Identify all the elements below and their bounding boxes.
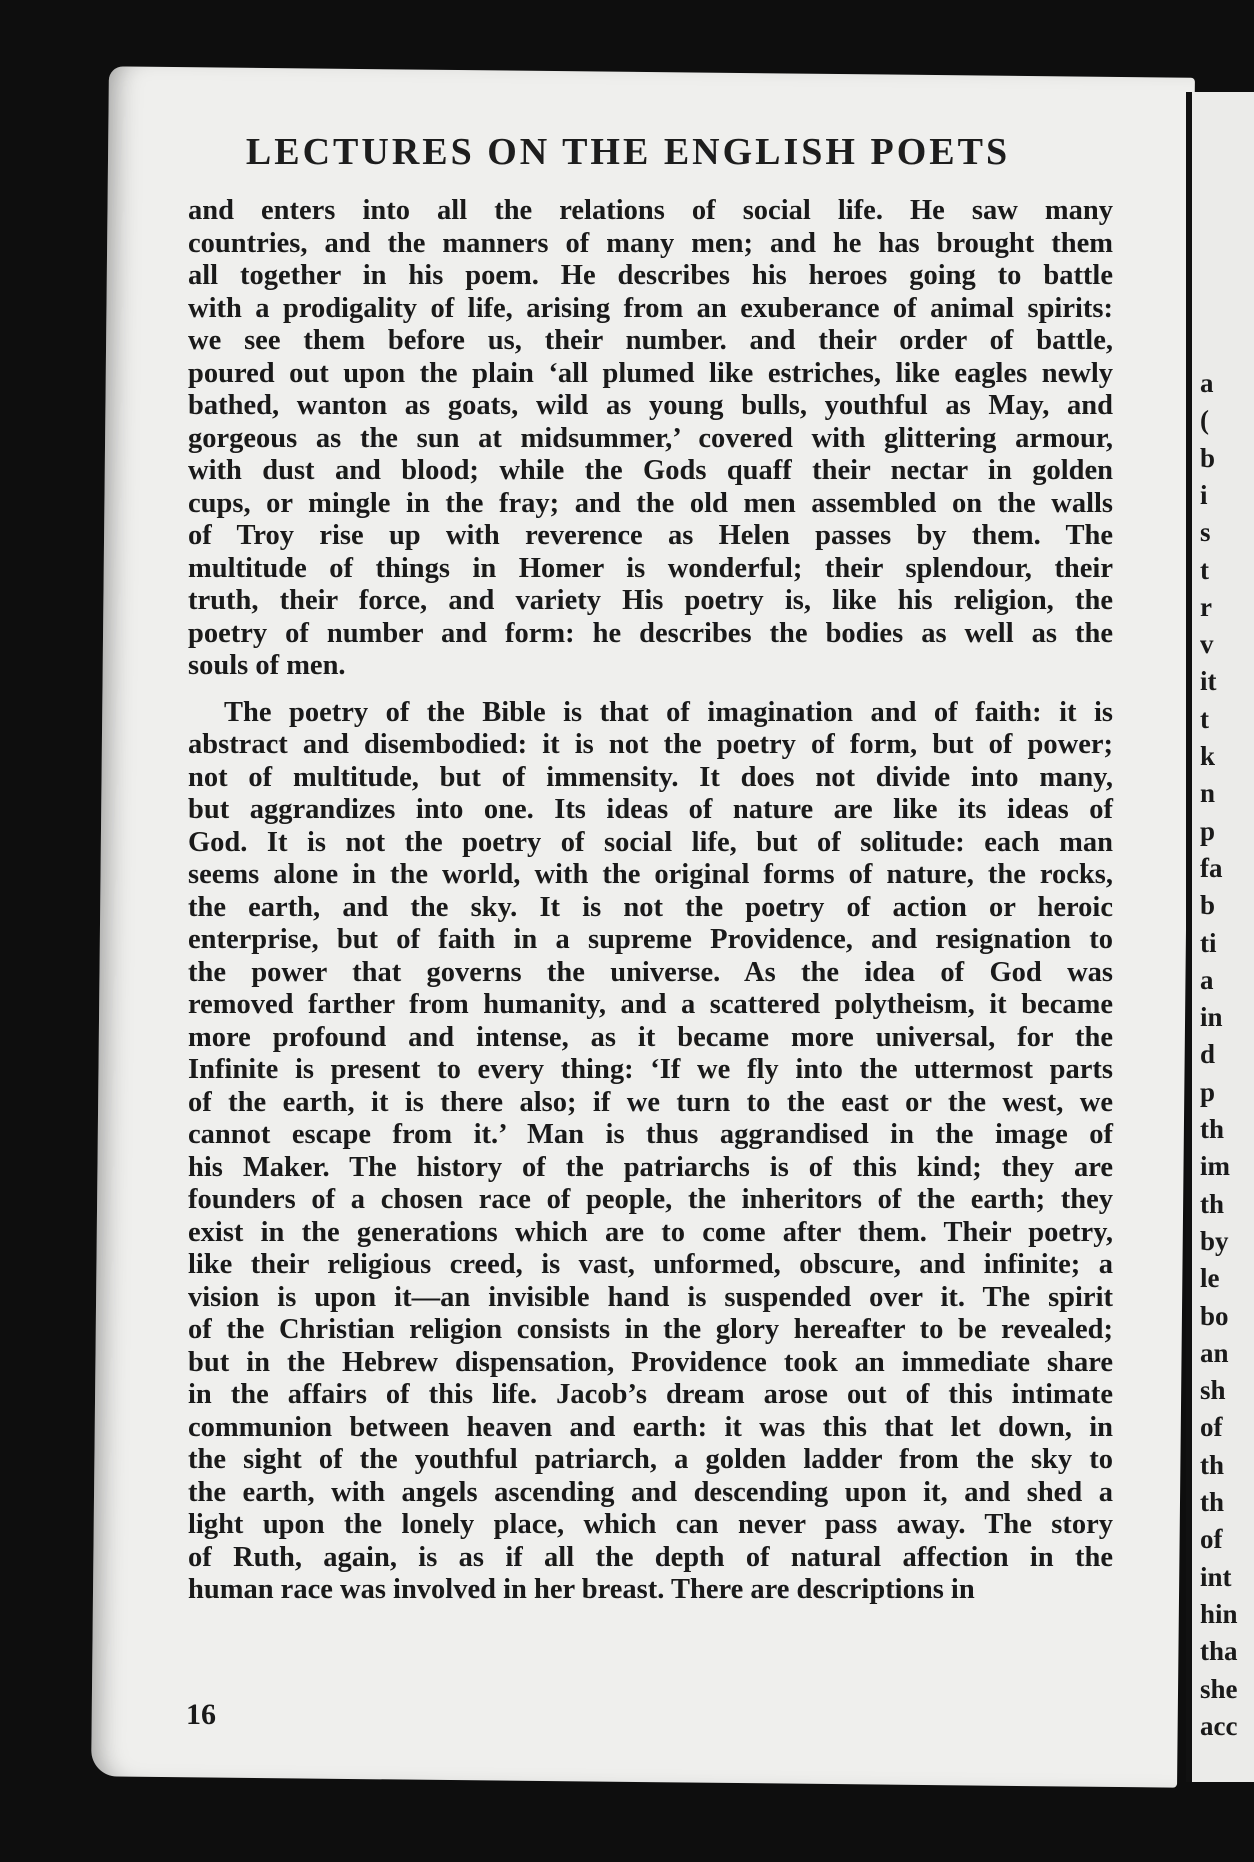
facing-page-fragment: a bbox=[1200, 368, 1214, 398]
text-line: and enters into all the relations of social life. He saw many bbox=[188, 195, 1113, 226]
paragraph-1 bbox=[188, 195, 1113, 683]
facing-page-fragment: t bbox=[1200, 554, 1209, 585]
text-line: gorgeous as the sun at midsummer,’ covered with glittering armour, bbox=[188, 422, 1113, 454]
page-number: 16 bbox=[186, 1698, 216, 1731]
text-line: bathed, wanton as goats, wild as young bulls, youthful as May, and bbox=[188, 390, 1113, 421]
facing-page-fragment: k bbox=[1200, 741, 1216, 771]
running-head: LECTURES ON THE ENGLISH POETS bbox=[245, 131, 1011, 173]
facing-page-fragment: fa bbox=[1200, 852, 1223, 883]
text-line: but in the Hebrew dispensation, Providence took an immediate share bbox=[188, 1346, 1113, 1378]
text-line: with dust and blood; while the Gods quaff their nectar in golden bbox=[188, 455, 1113, 486]
text-line: his Maker. The history of the patriarchs is of this kind; they are bbox=[188, 1151, 1113, 1183]
text-line: cups, or mingle in the fray; and the old men assembled on the walls bbox=[188, 487, 1113, 519]
facing-page-fragment: th bbox=[1200, 1487, 1225, 1517]
facing-page-fragment: s bbox=[1200, 517, 1211, 548]
text-line: the earth, and the sky. It is not the poetry of action or heroic bbox=[188, 891, 1113, 923]
facing-page-fragment: p bbox=[1200, 1076, 1216, 1107]
facing-page-fragment: ( bbox=[1200, 405, 1209, 436]
text-line: of Ruth, again, is as if all the depth of natural affection in the bbox=[188, 1541, 1113, 1573]
text-line: communion between heaven and earth: it was this that let down, in bbox=[188, 1411, 1113, 1443]
facing-page-fragment: n bbox=[1200, 778, 1216, 809]
facing-page-fragment: of bbox=[1200, 1524, 1223, 1555]
facing-page-fragment: ti bbox=[1200, 927, 1217, 958]
facing-page-fragment: r bbox=[1200, 591, 1212, 622]
facing-page-fragment: v bbox=[1200, 629, 1214, 660]
facing-page-fragment: t bbox=[1200, 703, 1209, 734]
text-line: The poetry of the Bible is that of imagination and of faith: it is bbox=[224, 696, 1113, 728]
facing-page-fragment: th bbox=[1200, 1114, 1225, 1144]
text-line: abstract and disembodied: it is not the poetry of form, but of power; bbox=[188, 729, 1113, 760]
paragraph-gap bbox=[188, 683, 1113, 697]
text-line: souls of men. bbox=[188, 650, 346, 681]
facing-page-fragment: int bbox=[1200, 1561, 1232, 1592]
facing-page-fragment: th bbox=[1200, 1449, 1225, 1480]
facing-page-fragment: th bbox=[1200, 1188, 1225, 1219]
facing-page-fragment: b bbox=[1200, 890, 1216, 921]
text-line: countries, and the manners of many men; and he has brought them bbox=[188, 227, 1113, 259]
text-line: in the affairs of this life. Jacob’s dream arose out of this intimate bbox=[188, 1379, 1113, 1410]
text-line: more profound and intense, as it became more universal, for the bbox=[188, 1021, 1113, 1053]
text-line: poured out upon the plain ‘all plumed like estriches, like eagles newly bbox=[188, 357, 1113, 389]
facing-page-fragment: she bbox=[1200, 1673, 1238, 1704]
text-line: removed farther from humanity, and a scattered polytheism, it became bbox=[188, 989, 1113, 1020]
text-line: human race was involved in her breast. There are descriptions in bbox=[188, 1574, 975, 1605]
facing-page-fragment: tha bbox=[1200, 1636, 1238, 1667]
text-line: multitude of things in Homer is wonderful; their splendour, their bbox=[188, 552, 1113, 584]
text-line: the earth, with angels ascending and descending upon it, and shed a bbox=[188, 1476, 1113, 1508]
text-line: of Troy rise up with reverence as Helen passes by them. The bbox=[188, 520, 1113, 551]
text-line: light upon the lonely place, which can never pass away. The story bbox=[188, 1509, 1113, 1540]
text-line: truth, their force, and variety His poetry is, like his religion, the bbox=[188, 585, 1113, 616]
text-line: of the earth, it is there also; if we turn to the east or the west, we bbox=[188, 1086, 1113, 1118]
facing-page-fragment: in bbox=[1200, 1002, 1223, 1033]
text-line: like their religious creed, is vast, unformed, obscure, and infinite; a bbox=[188, 1249, 1113, 1280]
text-line: all together in his poem. He describes his heroes going to battle bbox=[188, 260, 1113, 291]
text-line: but aggrandizes into one. Its ideas of nature are like its ideas of bbox=[188, 794, 1113, 825]
text-line: not of multitude, but of immensity. It does not divide into many, bbox=[188, 761, 1113, 793]
facing-page-fragment: hin bbox=[1200, 1598, 1238, 1629]
text-line: cannot escape from it.’ Man is thus aggrandised in the image of bbox=[188, 1119, 1113, 1150]
text-line: vision is upon it—an invisible hand is suspended over it. The spirit bbox=[188, 1281, 1113, 1313]
text-line: founders of a chosen race of people, the inheritors of the earth; they bbox=[188, 1184, 1113, 1215]
text-line: of the Christian religion consists in the glory hereafter to be revealed; bbox=[188, 1314, 1113, 1345]
facing-page-fragment: p bbox=[1200, 815, 1216, 846]
facing-page-fragment: sh bbox=[1200, 1375, 1226, 1406]
text-line: we see them before us, their number. and their order of battle, bbox=[188, 325, 1113, 356]
facing-page-fragment: an bbox=[1200, 1337, 1229, 1368]
facing-page-fragment: by bbox=[1200, 1225, 1229, 1256]
facing-page-fragment: im bbox=[1200, 1151, 1230, 1182]
facing-page-fragment: of bbox=[1200, 1412, 1223, 1443]
paragraph-2 bbox=[188, 697, 1113, 1607]
text-line: the power that governs the universe. As the idea of God was bbox=[188, 956, 1113, 988]
facing-page-fragment: le bbox=[1200, 1263, 1220, 1294]
text-line: God. It is not the poetry of social life, but of solitude: each man bbox=[188, 826, 1113, 858]
text-line: Infinite is present to every thing: ‘If we fly into the uttermost parts bbox=[188, 1054, 1113, 1085]
facing-page-fragment: i bbox=[1200, 479, 1208, 510]
facing-page-fragment: it bbox=[1200, 666, 1217, 697]
facing-page-fragment: d bbox=[1200, 1039, 1216, 1070]
body-text bbox=[188, 195, 1113, 1607]
text-line: exist in the generations which are to come after them. Their poetry, bbox=[188, 1216, 1113, 1248]
text-line: seems alone in the world, with the original forms of nature, the rocks, bbox=[188, 859, 1113, 890]
facing-page-fragment: bo bbox=[1200, 1300, 1229, 1331]
text-line: the sight of the youthful patriarch, a golden ladder from the sky to bbox=[188, 1444, 1113, 1475]
facing-page-fragment: b bbox=[1200, 442, 1216, 473]
text-line: enterprise, but of faith in a supreme Providence, and resignation to bbox=[188, 924, 1113, 955]
text-line: with a prodigality of life, arising from an exuberance of animal spirits: bbox=[188, 292, 1113, 324]
facing-page-fragment: acc bbox=[1200, 1710, 1238, 1741]
facing-page-fragment: a bbox=[1200, 964, 1214, 995]
text-line: poetry of number and form: he describes the bodies as well as the bbox=[188, 617, 1113, 649]
facing-page-edge bbox=[1192, 92, 1254, 1782]
